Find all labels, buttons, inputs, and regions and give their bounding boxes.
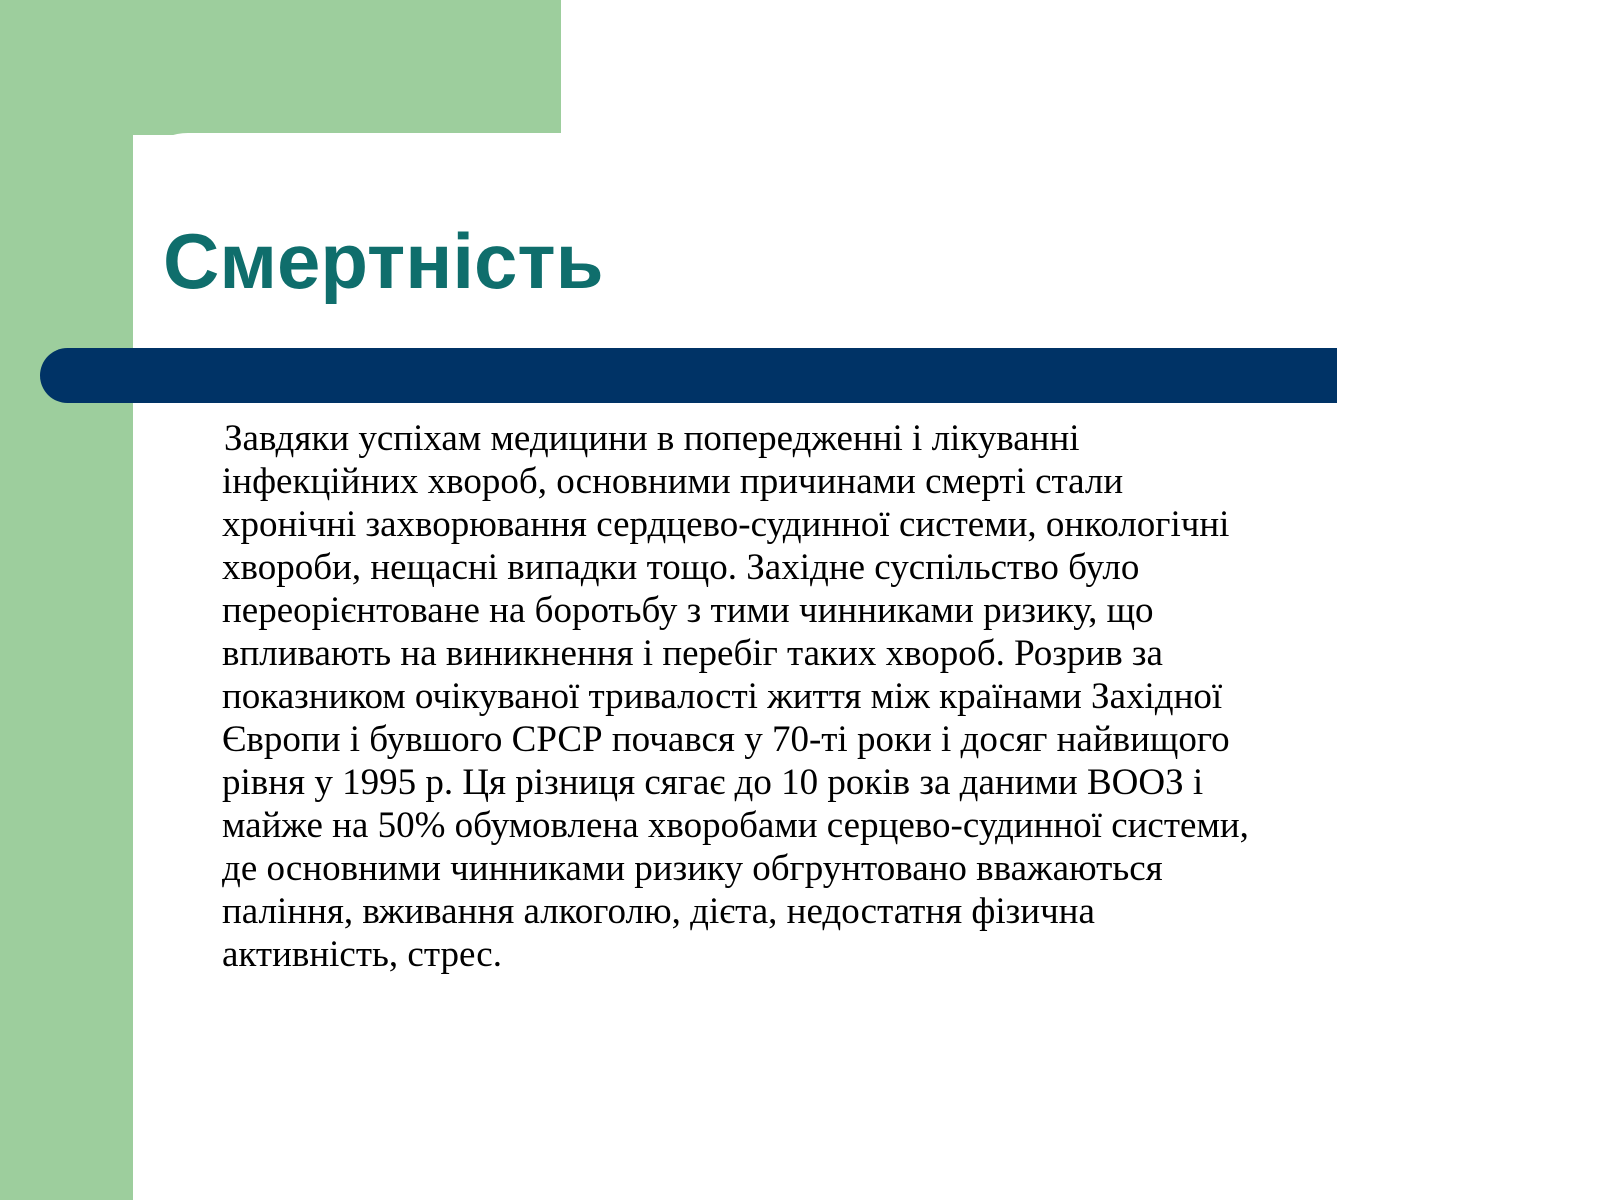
body-line: переорієнтоване на боротьбу з тими чинниками ризику, що bbox=[222, 590, 1154, 631]
body-line: впливають на виникнення і перебіг таких хвороб. Розрив за bbox=[222, 633, 1163, 674]
body-line: паління, вживання алкоголю, дієта, недостатня фізична bbox=[222, 891, 1095, 932]
left-accent-band bbox=[0, 0, 133, 1200]
body-line: хвороби, нещасні випадки тощо. Західне суспільство було bbox=[222, 547, 1140, 588]
body-line: Європи і бувшого СРСР почався у 70-ті роки і досяг найвищого bbox=[222, 719, 1230, 760]
body-paragraph bbox=[222, 417, 1522, 976]
title-divider-bar bbox=[40, 348, 1337, 403]
body-line: де основними чинниками ризику обгрунтовано вважаються bbox=[222, 848, 1163, 889]
body-line: інфекційних хвороб, основними причинами смерті стали bbox=[222, 461, 1124, 502]
body-line: рівня у 1995 р. Ця різниця сягає до 10 років за даними ВООЗ і bbox=[222, 762, 1204, 803]
slide-title: Смертність bbox=[163, 217, 604, 305]
top-accent-band bbox=[0, 0, 561, 135]
body-line: Завдяки успіхам медицини в попередженні і лікуванні bbox=[224, 418, 1080, 459]
body-line: активність, стрес. bbox=[222, 934, 502, 975]
body-line: майже на 50% обумовлена хворобами серцево-судинної системи, bbox=[222, 805, 1249, 846]
body-line: показником очікуваної тривалості життя між країнами Західної bbox=[222, 676, 1223, 717]
body-line: хронічні захворювання сердцево-судинної системи, онкологічні bbox=[222, 504, 1230, 545]
